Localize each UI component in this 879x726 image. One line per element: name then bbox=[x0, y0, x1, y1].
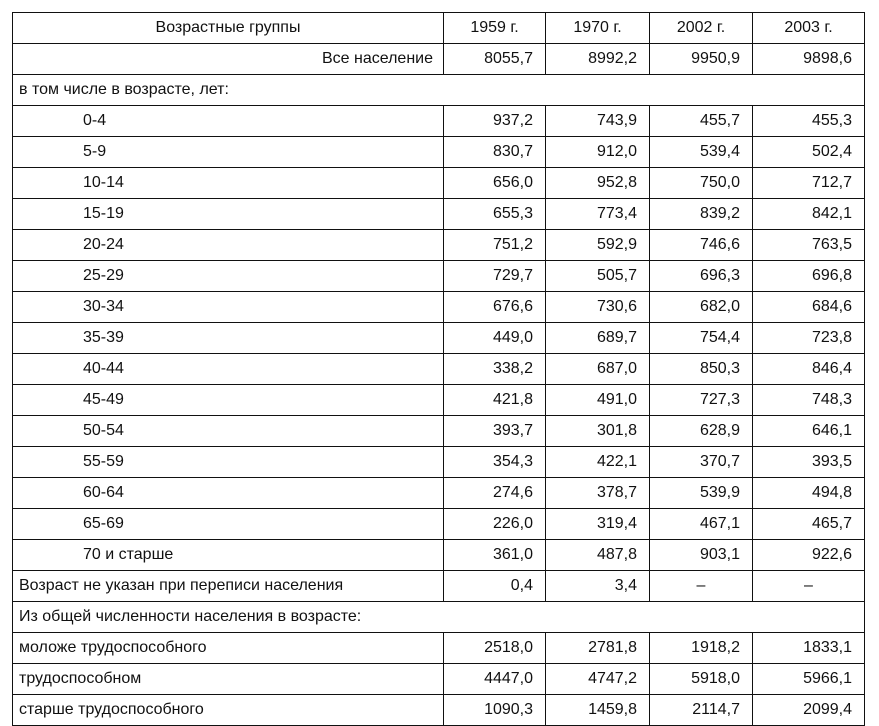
cell-value: 1459,8 bbox=[546, 695, 650, 726]
cell-value: 903,1 bbox=[650, 540, 753, 571]
cell-value: 1833,1 bbox=[753, 633, 865, 664]
cell-value: 696,8 bbox=[753, 261, 865, 292]
row-label: 10-14 bbox=[13, 168, 444, 199]
cell-value: 319,4 bbox=[546, 509, 650, 540]
total-value: 8055,7 bbox=[444, 44, 546, 75]
cell-value: 712,7 bbox=[753, 168, 865, 199]
section-row-working bbox=[13, 602, 865, 633]
cell-value: – bbox=[753, 571, 865, 602]
row-label: моложе трудоспособного bbox=[13, 633, 444, 664]
column-header-year: 2002 г. bbox=[650, 13, 753, 44]
cell-value: 773,4 bbox=[546, 199, 650, 230]
cell-value: 846,4 bbox=[753, 354, 865, 385]
cell-value: 743,9 bbox=[546, 106, 650, 137]
cell-value: 505,7 bbox=[546, 261, 650, 292]
cell-value: 850,3 bbox=[650, 354, 753, 385]
age-row bbox=[13, 447, 865, 478]
cell-value: 748,3 bbox=[753, 385, 865, 416]
cell-value: 226,0 bbox=[444, 509, 546, 540]
row-label: старше трудоспособного bbox=[13, 695, 444, 726]
cell-value: 338,2 bbox=[444, 354, 546, 385]
cell-value: 842,1 bbox=[753, 199, 865, 230]
cell-value: 2781,8 bbox=[546, 633, 650, 664]
row-label: трудоспособном bbox=[13, 664, 444, 695]
cell-value: 370,7 bbox=[650, 447, 753, 478]
cell-value: 494,8 bbox=[753, 478, 865, 509]
column-header-year: 1970 г. bbox=[546, 13, 650, 44]
section-row-age bbox=[13, 75, 865, 106]
row-label: 25-29 bbox=[13, 261, 444, 292]
row-label: 20-24 bbox=[13, 230, 444, 261]
cell-value: 1090,3 bbox=[444, 695, 546, 726]
cell-value: 301,8 bbox=[546, 416, 650, 447]
section-title-working: Из общей численности населения в возрасте: bbox=[13, 602, 865, 633]
cell-value: 455,3 bbox=[753, 106, 865, 137]
age-row bbox=[13, 261, 865, 292]
cell-value: 750,0 bbox=[650, 168, 753, 199]
age-row bbox=[13, 509, 865, 540]
cell-value: 751,2 bbox=[444, 230, 546, 261]
cell-value: 2099,4 bbox=[753, 695, 865, 726]
cell-value: 592,9 bbox=[546, 230, 650, 261]
cell-value: 0,4 bbox=[444, 571, 546, 602]
header-row bbox=[13, 13, 865, 44]
cell-value: 730,6 bbox=[546, 292, 650, 323]
cell-value: 5966,1 bbox=[753, 664, 865, 695]
cell-value: 655,3 bbox=[444, 199, 546, 230]
cell-value: 502,4 bbox=[753, 137, 865, 168]
total-label: Все население bbox=[13, 44, 444, 75]
cell-value: 689,7 bbox=[546, 323, 650, 354]
cell-value: 393,5 bbox=[753, 447, 865, 478]
age-row bbox=[13, 323, 865, 354]
cell-value: 467,1 bbox=[650, 509, 753, 540]
cell-value: 449,0 bbox=[444, 323, 546, 354]
cell-value: 2114,7 bbox=[650, 695, 753, 726]
cell-value: 491,0 bbox=[546, 385, 650, 416]
age-row bbox=[13, 478, 865, 509]
working-age-row bbox=[13, 664, 865, 695]
row-label: Возраст не указан при переписи населения bbox=[13, 571, 444, 602]
cell-value: 937,2 bbox=[444, 106, 546, 137]
cell-value: 839,2 bbox=[650, 199, 753, 230]
working-age-row bbox=[13, 633, 865, 664]
cell-value: 422,1 bbox=[546, 447, 650, 478]
table-body bbox=[13, 13, 865, 726]
cell-value: 487,8 bbox=[546, 540, 650, 571]
total-value: 8992,2 bbox=[546, 44, 650, 75]
cell-value: 1918,2 bbox=[650, 633, 753, 664]
cell-value: 754,4 bbox=[650, 323, 753, 354]
cell-value: 361,0 bbox=[444, 540, 546, 571]
age-row bbox=[13, 416, 865, 447]
age-row bbox=[13, 106, 865, 137]
cell-value: 696,3 bbox=[650, 261, 753, 292]
cell-value: 912,0 bbox=[546, 137, 650, 168]
cell-value: 421,8 bbox=[444, 385, 546, 416]
column-header-age-groups: Возрастные группы bbox=[13, 13, 444, 44]
age-row bbox=[13, 540, 865, 571]
cell-value: 746,6 bbox=[650, 230, 753, 261]
age-row bbox=[13, 354, 865, 385]
cell-value: 727,3 bbox=[650, 385, 753, 416]
cell-value: 682,0 bbox=[650, 292, 753, 323]
row-label: 65-69 bbox=[13, 509, 444, 540]
cell-value: – bbox=[650, 571, 753, 602]
cell-value: 656,0 bbox=[444, 168, 546, 199]
row-label: 15-19 bbox=[13, 199, 444, 230]
cell-value: 676,6 bbox=[444, 292, 546, 323]
cell-value: 628,9 bbox=[650, 416, 753, 447]
cell-value: 723,8 bbox=[753, 323, 865, 354]
cell-value: 539,9 bbox=[650, 478, 753, 509]
age-row bbox=[13, 199, 865, 230]
row-label: 40-44 bbox=[13, 354, 444, 385]
cell-value: 952,8 bbox=[546, 168, 650, 199]
column-header-year: 1959 г. bbox=[444, 13, 546, 44]
cell-value: 378,7 bbox=[546, 478, 650, 509]
section-title-age: в том числе в возрасте, лет: bbox=[13, 75, 865, 106]
cell-value: 687,0 bbox=[546, 354, 650, 385]
unknown-age-row bbox=[13, 571, 865, 602]
age-row bbox=[13, 292, 865, 323]
row-label: 35-39 bbox=[13, 323, 444, 354]
cell-value: 4447,0 bbox=[444, 664, 546, 695]
row-label: 50-54 bbox=[13, 416, 444, 447]
age-row bbox=[13, 137, 865, 168]
row-label: 30-34 bbox=[13, 292, 444, 323]
cell-value: 2518,0 bbox=[444, 633, 546, 664]
row-label: 70 и старше bbox=[13, 540, 444, 571]
cell-value: 729,7 bbox=[444, 261, 546, 292]
cell-value: 4747,2 bbox=[546, 664, 650, 695]
row-label: 0-4 bbox=[13, 106, 444, 137]
row-label: 55-59 bbox=[13, 447, 444, 478]
population-age-table bbox=[12, 12, 865, 726]
cell-value: 830,7 bbox=[444, 137, 546, 168]
total-row bbox=[13, 44, 865, 75]
row-label: 5-9 bbox=[13, 137, 444, 168]
cell-value: 922,6 bbox=[753, 540, 865, 571]
cell-value: 5918,0 bbox=[650, 664, 753, 695]
column-header-year: 2003 г. bbox=[753, 13, 865, 44]
cell-value: 684,6 bbox=[753, 292, 865, 323]
row-label: 60-64 bbox=[13, 478, 444, 509]
age-row bbox=[13, 230, 865, 261]
cell-value: 763,5 bbox=[753, 230, 865, 261]
row-label: 45-49 bbox=[13, 385, 444, 416]
age-row bbox=[13, 168, 865, 199]
cell-value: 646,1 bbox=[753, 416, 865, 447]
cell-value: 539,4 bbox=[650, 137, 753, 168]
age-row bbox=[13, 385, 865, 416]
cell-value: 465,7 bbox=[753, 509, 865, 540]
cell-value: 3,4 bbox=[546, 571, 650, 602]
total-value: 9950,9 bbox=[650, 44, 753, 75]
cell-value: 274,6 bbox=[444, 478, 546, 509]
cell-value: 455,7 bbox=[650, 106, 753, 137]
cell-value: 393,7 bbox=[444, 416, 546, 447]
cell-value: 354,3 bbox=[444, 447, 546, 478]
total-value: 9898,6 bbox=[753, 44, 865, 75]
